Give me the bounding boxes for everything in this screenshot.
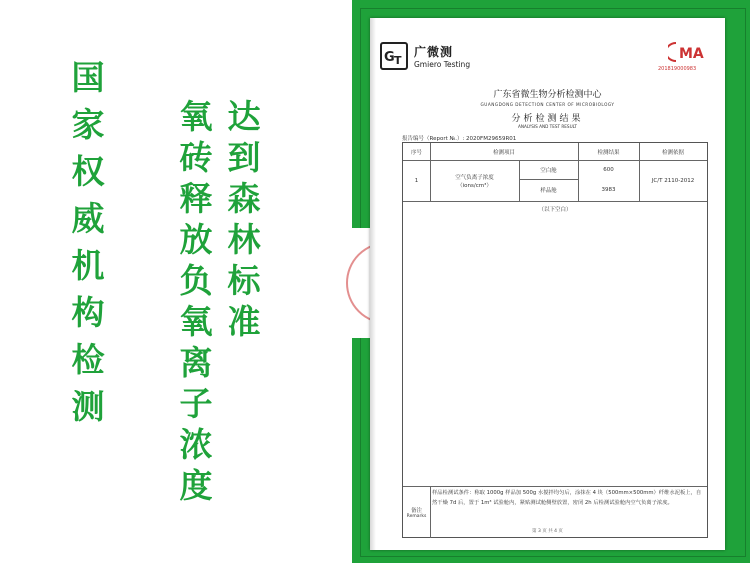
- char: 机: [71, 246, 105, 285]
- char: 释: [179, 179, 213, 218]
- cma-mark-text: MA: [679, 46, 704, 62]
- org-name-cn: 广东省微生物分析检测中心: [493, 90, 602, 100]
- row-item-line2: （ions/cm³）: [457, 182, 492, 189]
- vertical-text-oxygen-release: [176, 96, 216, 506]
- svg-text:T: T: [394, 54, 402, 67]
- char: 氧: [179, 302, 213, 341]
- table-rule: [403, 486, 707, 487]
- char: 子: [179, 384, 213, 423]
- char: 标: [227, 261, 261, 300]
- char: 到: [227, 138, 261, 177]
- results-table: [402, 142, 708, 538]
- char: 离: [179, 343, 213, 382]
- char: 威: [71, 199, 105, 238]
- svg-text:G: G: [384, 50, 395, 65]
- report-title-cn: 分析检测结果: [511, 114, 584, 124]
- char: 森: [227, 179, 261, 218]
- char: 氧: [179, 97, 213, 136]
- brand-name-cn: 广微测: [414, 45, 454, 59]
- gt-logo-icon: [380, 42, 408, 70]
- header-item: 检测项目: [492, 149, 515, 156]
- char: 度: [179, 466, 213, 505]
- char: 检: [71, 340, 105, 379]
- brand-name-en: Gmiero Testing: [414, 60, 471, 69]
- char: 林: [227, 220, 261, 259]
- report-number: 报告编号（Report №.）: 2020FM29659R01: [402, 136, 517, 142]
- sample-chamber-value: 3983: [601, 187, 616, 193]
- test-report-page: [370, 18, 725, 550]
- char: 构: [71, 293, 105, 332]
- char: 权: [71, 152, 105, 191]
- char: 国: [71, 58, 105, 97]
- remarks-text: 样品检测试条件：称取 1000g 样品加 500g 水搅拌均匀后，涂抹在 4 块（500mm×500mm）纤维水泥板上，自然干燥 7d 后，置于 1m³ 试验舱内，紧贴测试舱侧壁放置，密闭 2h 后检测试验舱内空气负离子浓度。: [432, 490, 702, 506]
- blank-chamber-label: 空白舱: [540, 167, 557, 174]
- cma-mark-icon: [668, 40, 708, 64]
- char: 负: [179, 261, 213, 300]
- char: 放: [179, 220, 213, 259]
- blank-chamber-value: 600: [603, 166, 614, 173]
- blank-below-note: （以下空白）: [538, 207, 572, 213]
- test-basis: JC/T 2110-2012: [651, 177, 695, 184]
- vertical-text-forest-standard: [224, 96, 264, 342]
- remarks-label-en: Remarks: [406, 513, 427, 519]
- page-indicator: 第 3 页 共 4 页: [532, 529, 563, 534]
- char: 准: [227, 302, 261, 341]
- header-basis: 检测依据: [661, 149, 684, 156]
- vertical-text-authority: [68, 54, 108, 430]
- header-result: 检测结果: [597, 149, 620, 156]
- cma-number: 201819000983: [658, 66, 697, 72]
- report-title-en: ANALYSIS AND TEST RESULT: [518, 124, 577, 129]
- row-seq: 1: [414, 177, 419, 184]
- row-item-line1: 空气负离子浓度: [455, 174, 494, 181]
- sample-chamber-label: 样品舱: [540, 188, 557, 194]
- char: 测: [71, 387, 105, 426]
- org-name-en: GUANGDONG DETECTION CENTER OF MICROBIOLOGY: [480, 102, 615, 107]
- header-seq: 序号: [410, 149, 422, 156]
- char: 达: [227, 97, 261, 136]
- char: 家: [71, 105, 105, 144]
- table-rule: [403, 201, 707, 202]
- char: 浓: [179, 425, 213, 464]
- remarks-label-cn: 备注: [410, 507, 422, 514]
- left-promo-panel: [0, 0, 352, 563]
- char: 砖: [179, 138, 213, 177]
- row-item: [430, 160, 519, 201]
